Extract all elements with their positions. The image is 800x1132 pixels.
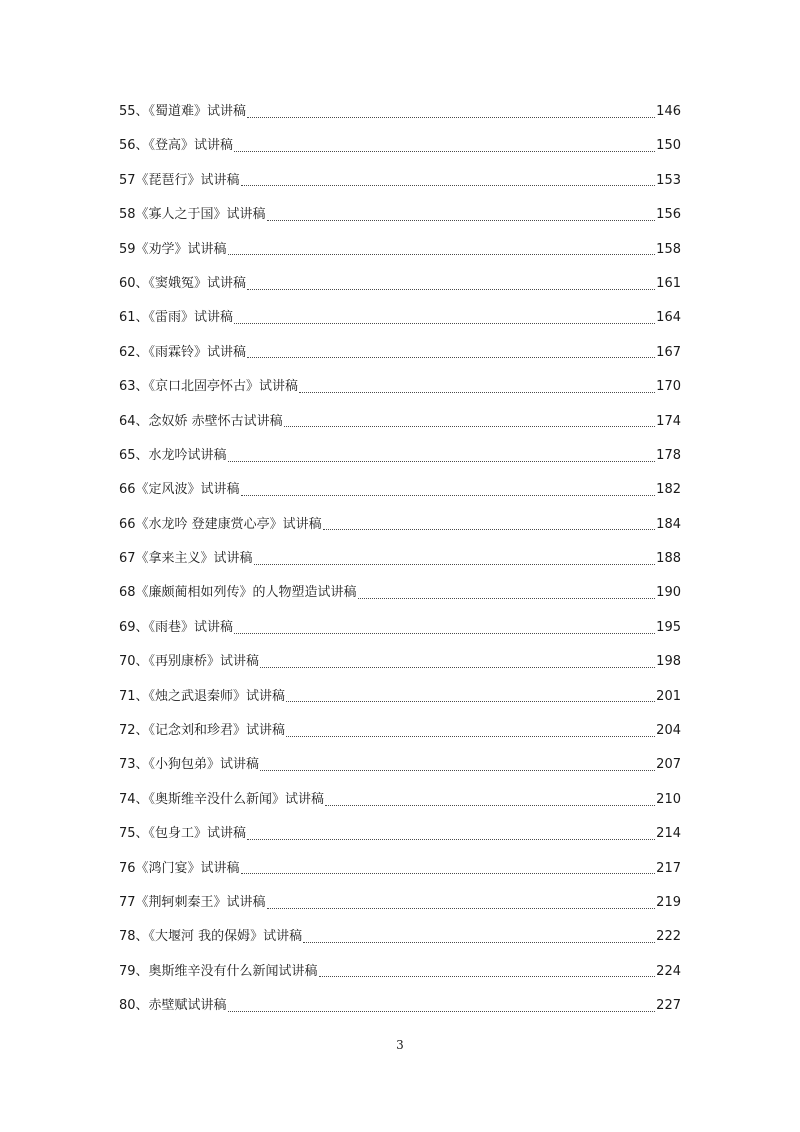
- toc-dot-leader: [247, 289, 655, 290]
- toc-entry-page: 207: [656, 757, 681, 773]
- toc-entry[interactable]: [119, 989, 681, 1023]
- toc-entry[interactable]: [119, 473, 681, 507]
- toc-entry-page: 150: [656, 138, 681, 154]
- table-of-contents: [119, 95, 681, 1024]
- toc-entry-title: 66《定风波》试讲稿: [119, 482, 240, 498]
- toc-entry-title: 61、《雷雨》试讲稿: [119, 310, 234, 326]
- toc-dot-leader: [267, 908, 656, 909]
- toc-entry-title: 77《荆轲刺秦王》试讲稿: [119, 894, 266, 910]
- toc-entry-title: 65、水龙吟试讲稿: [119, 447, 227, 463]
- toc-entry-title: 75、《包身工》试讲稿: [119, 826, 247, 842]
- toc-entry[interactable]: [119, 680, 681, 714]
- toc-entry-page: 195: [656, 619, 681, 635]
- toc-dot-leader: [303, 942, 655, 943]
- toc-entry[interactable]: [119, 439, 681, 473]
- toc-dot-leader: [323, 529, 655, 530]
- toc-entry[interactable]: [119, 714, 681, 748]
- toc-entry-page: 164: [656, 310, 681, 326]
- toc-dot-leader: [260, 770, 655, 771]
- toc-entry-page: 227: [656, 998, 681, 1014]
- toc-entry-title: 68《廉颇蔺相如列传》的人物塑造试讲稿: [119, 585, 357, 601]
- toc-dot-leader: [319, 976, 656, 977]
- toc-entry-title: 73、《小狗包弟》试讲稿: [119, 757, 260, 773]
- toc-dot-leader: [228, 461, 656, 462]
- toc-entry-title: 63、《京口北固亭怀古》试讲稿: [119, 379, 299, 395]
- toc-entry[interactable]: [119, 198, 681, 232]
- toc-entry-page: 201: [656, 688, 681, 704]
- toc-entry-title: 56、《登高》试讲稿: [119, 138, 234, 154]
- toc-entry-title: 70、《再别康桥》试讲稿: [119, 654, 260, 670]
- toc-entry-page: 184: [656, 516, 681, 532]
- toc-entry-title: 74、《奥斯维辛没什么新闻》试讲稿: [119, 791, 325, 807]
- toc-entry-title: 80、赤壁赋试讲稿: [119, 998, 227, 1014]
- toc-dot-leader: [325, 805, 655, 806]
- toc-entry-title: 64、念奴娇 赤壁怀古试讲稿: [119, 413, 283, 429]
- toc-dot-leader: [241, 185, 656, 186]
- toc-dot-leader: [286, 736, 655, 737]
- toc-entry[interactable]: [119, 370, 681, 404]
- toc-entry-title: 59《劝学》试讲稿: [119, 241, 227, 257]
- toc-dot-leader: [260, 667, 655, 668]
- toc-entry-page: 182: [656, 482, 681, 498]
- toc-entry[interactable]: [119, 405, 681, 439]
- toc-entry-page: 170: [656, 379, 681, 395]
- toc-entry-page: 174: [656, 413, 681, 429]
- toc-dot-leader: [234, 633, 655, 634]
- toc-dot-leader: [358, 598, 656, 599]
- toc-entry-page: 153: [656, 172, 681, 188]
- toc-entry[interactable]: [119, 233, 681, 267]
- toc-entry-page: 198: [656, 654, 681, 670]
- toc-dot-leader: [241, 873, 656, 874]
- toc-entry-title: 66《水龙吟 登建康赏心亭》试讲稿: [119, 516, 322, 532]
- toc-entry-title: 78、《大堰河 我的保姆》试讲稿: [119, 929, 303, 945]
- toc-entry[interactable]: [119, 95, 681, 129]
- toc-dot-leader: [286, 701, 655, 702]
- toc-entry[interactable]: [119, 576, 681, 610]
- toc-entry[interactable]: [119, 955, 681, 989]
- toc-dot-leader: [228, 1011, 656, 1012]
- toc-entry-page: 190: [656, 585, 681, 601]
- toc-entry[interactable]: [119, 852, 681, 886]
- toc-entry-page: 167: [656, 344, 681, 360]
- toc-dot-leader: [284, 426, 655, 427]
- toc-dot-leader: [241, 495, 656, 496]
- toc-dot-leader: [254, 564, 656, 565]
- toc-entry-page: 161: [656, 275, 681, 291]
- toc-entry-title: 62、《雨霖铃》试讲稿: [119, 344, 247, 360]
- toc-dot-leader: [247, 839, 655, 840]
- toc-entry[interactable]: [119, 817, 681, 851]
- toc-entry-page: 188: [656, 551, 681, 567]
- toc-entry-page: 204: [656, 723, 681, 739]
- toc-entry-title: 60、《窦娥冤》试讲稿: [119, 275, 247, 291]
- toc-entry-page: 217: [656, 860, 681, 876]
- toc-entry-page: 158: [656, 241, 681, 257]
- toc-entry-title: 71、《烛之武退秦师》试讲稿: [119, 688, 286, 704]
- toc-entry[interactable]: [119, 645, 681, 679]
- toc-dot-leader: [267, 220, 656, 221]
- toc-entry[interactable]: [119, 164, 681, 198]
- toc-entry[interactable]: [119, 267, 681, 301]
- toc-entry[interactable]: [119, 611, 681, 645]
- toc-entry-title: 72、《记念刘和珍君》试讲稿: [119, 723, 286, 739]
- toc-entry-page: 224: [656, 963, 681, 979]
- toc-entry[interactable]: [119, 920, 681, 954]
- toc-entry[interactable]: [119, 748, 681, 782]
- toc-dot-leader: [234, 151, 655, 152]
- toc-entry[interactable]: [119, 336, 681, 370]
- toc-entry-page: 146: [656, 104, 681, 119]
- toc-dot-leader: [299, 392, 655, 393]
- toc-entry[interactable]: [119, 508, 681, 542]
- toc-dot-leader: [228, 254, 656, 255]
- toc-entry[interactable]: [119, 129, 681, 163]
- toc-dot-leader: [247, 117, 655, 118]
- page-number: 3: [396, 1038, 404, 1052]
- toc-entry-page: 214: [656, 826, 681, 842]
- toc-entry-title: 76《鸿门宴》试讲稿: [119, 860, 240, 876]
- toc-entry-title: 79、奥斯维辛没有什么新闻试讲稿: [119, 963, 318, 979]
- toc-entry-page: 156: [656, 207, 681, 223]
- toc-entry[interactable]: [119, 886, 681, 920]
- toc-entry[interactable]: [119, 542, 681, 576]
- toc-entry-page: 219: [656, 894, 681, 910]
- toc-dot-leader: [234, 323, 655, 324]
- toc-entry-title: 69、《雨巷》试讲稿: [119, 619, 234, 635]
- toc-entry-page: 178: [656, 447, 681, 463]
- toc-dot-leader: [247, 357, 655, 358]
- toc-entry-title: 58《寡人之于国》试讲稿: [119, 207, 266, 223]
- toc-entry[interactable]: [119, 301, 681, 335]
- toc-entry-title: 67《拿来主义》试讲稿: [119, 551, 253, 567]
- toc-entry[interactable]: [119, 783, 681, 817]
- toc-entry-title: 57《琵琶行》试讲稿: [119, 172, 240, 188]
- toc-entry-page: 222: [656, 929, 681, 945]
- toc-entry-title: 55、《蜀道难》试讲稿: [119, 104, 247, 119]
- toc-entry-page: 210: [656, 791, 681, 807]
